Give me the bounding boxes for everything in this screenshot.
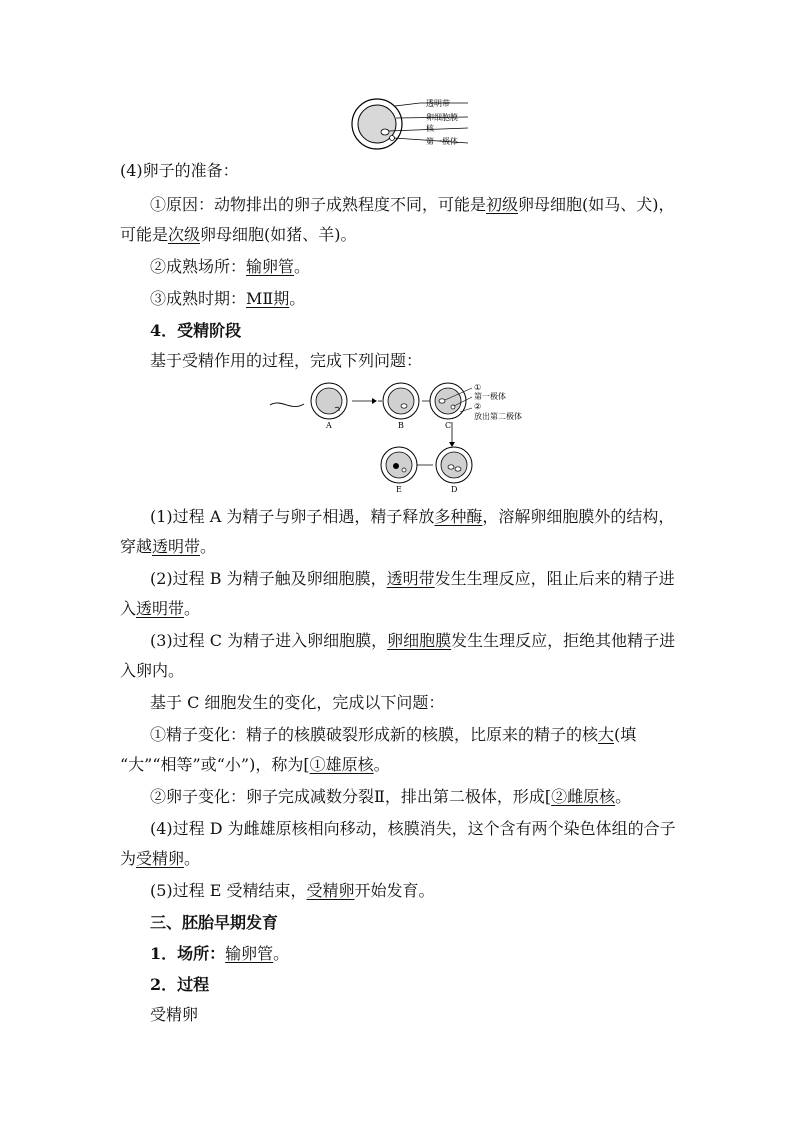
- stage-c: C: [445, 421, 452, 430]
- stage-d: D: [451, 485, 458, 494]
- label-zona: 透明带: [426, 99, 450, 108]
- label-membrane: 卵细胞膜: [426, 113, 458, 122]
- label-second-polar: 放出第二极体: [474, 412, 522, 421]
- stage-e: E: [396, 485, 402, 494]
- maturation-time: ③成熟时期：MⅡ期。: [150, 289, 306, 308]
- label-polar-body: 第一极体: [426, 137, 458, 146]
- intro-text: 基于受精作用的过程，完成下列问题：: [150, 351, 423, 370]
- para-process-b-1: (2)过程 B 为精子触及卵细胞膜，透明带发生生理反应，阻止后来的精子进: [150, 569, 675, 588]
- reason-line2: 可能是次级卵母细胞(如猪、羊)。: [120, 225, 357, 244]
- egg-structure-figure: [350, 96, 480, 152]
- para-process-b-2: 入透明带。: [120, 599, 201, 618]
- maturation-place: ②成熟场所：输卵管。: [150, 257, 311, 276]
- embryo-process-heading: 2．过程: [150, 975, 210, 994]
- stage-b: B: [398, 421, 404, 430]
- egg-prep-title: (4)卵子的准备：: [120, 161, 239, 180]
- para-process-c-2: 入卵内。: [120, 661, 185, 680]
- para-process-d-1: (4)过程 D 为雌雄原核相向移动，核膜消失，这个含有两个染色体组的合子: [150, 819, 676, 838]
- intro-c-changes: 基于 C 细胞发生的变化，完成以下问题：: [150, 693, 445, 712]
- stage-a: A: [326, 421, 332, 430]
- para-process-c-1: (3)过程 C 为精子进入卵细胞膜，卵细胞膜发生生理反应，拒绝其他精子进: [150, 631, 676, 650]
- sperm-change-2: “大”“相等”或“小”)，称为[①雄原核。: [120, 755, 390, 774]
- label-nucleus: 核: [426, 124, 434, 133]
- reason-line1: ①原因：动物排出的卵子成熟程度不同，可能是初级卵母细胞(如马、犬)，: [150, 195, 675, 214]
- fertilization-figure: [260, 378, 570, 500]
- fertilized-egg-label: 受精卵: [150, 1005, 199, 1024]
- label-first-polar: 第一极体: [474, 392, 506, 401]
- embryo-site: 1．场所：输卵管。: [150, 944, 290, 963]
- para-process-e: (5)过程 E 受精结束，受精卵开始发育。: [150, 881, 435, 900]
- sperm-change-1: ①精子变化：精子的核膜破裂形成新的核膜，比原来的精子的核大(填: [150, 725, 637, 744]
- label-c2: ②: [474, 402, 482, 411]
- para-process-a-2: 穿越透明带。: [120, 537, 217, 556]
- heading-embryo-development: 三、胚胎早期发育: [150, 913, 279, 932]
- egg-change: ②卵子变化：卵子完成减数分裂Ⅱ，排出第二极体，形成[②雌原核。: [150, 787, 632, 806]
- para-process-d-2: 为受精卵。: [120, 849, 201, 868]
- para-process-a-1: (1)过程 A 为精子与卵子相遇，精子释放多种酶，溶解卵细胞膜外的结构，: [150, 507, 675, 526]
- label-c1: ①: [474, 383, 482, 392]
- heading-fertilization: 4．受精阶段: [150, 321, 242, 340]
